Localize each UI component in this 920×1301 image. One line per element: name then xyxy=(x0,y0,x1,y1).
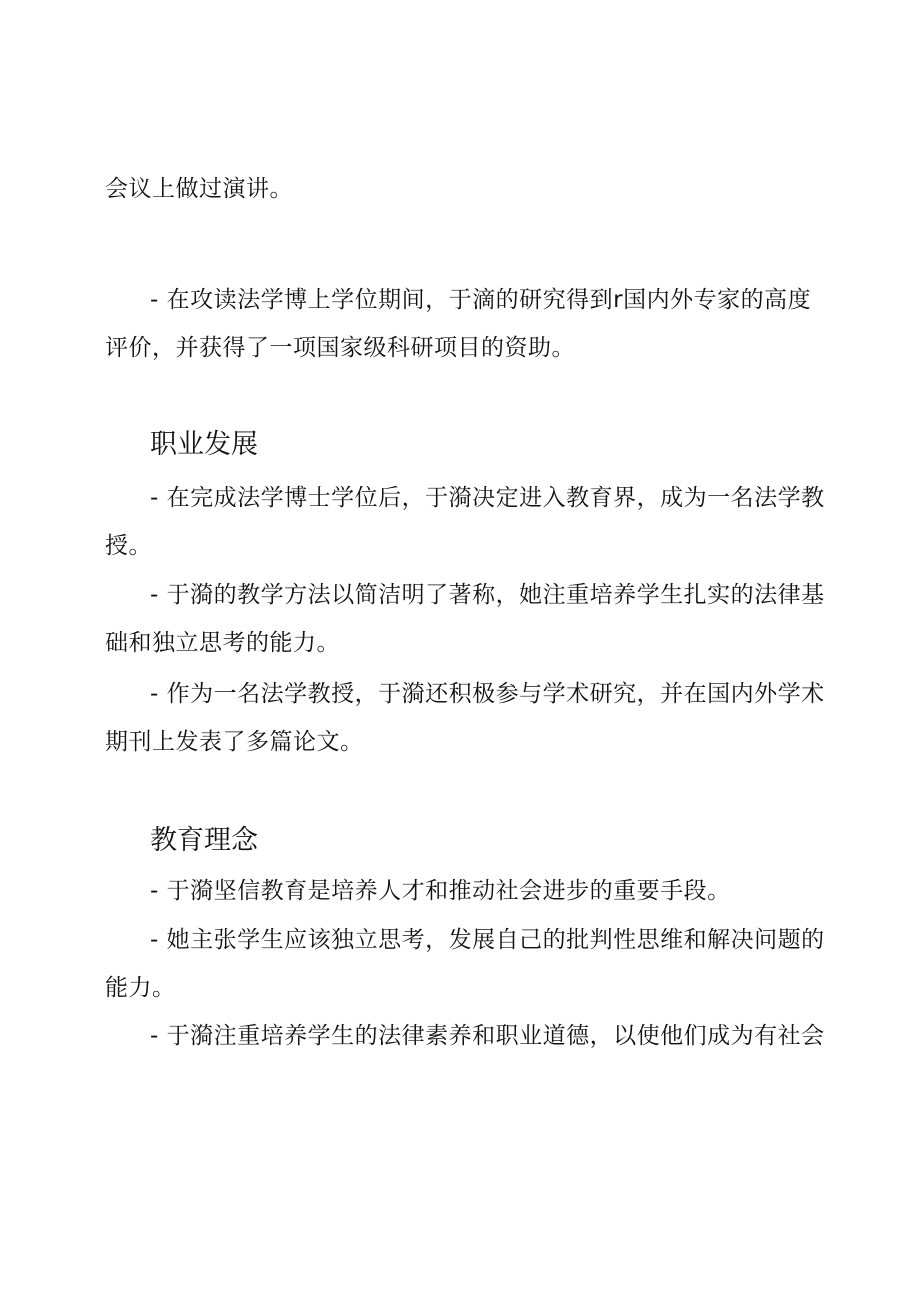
paragraph-line: 评价，并获得了一项国家级科研项目的资助。 xyxy=(105,335,575,361)
paragraph-line: - 于漪的教学方法以简洁明了著称，她注重培养学生扎实的法律基 xyxy=(150,582,825,608)
paragraph-line: - 在攻读法学博上学位期间，于滴的研究得到r国内外专家的高度 xyxy=(150,287,812,313)
paragraph-line: 授。 xyxy=(105,533,152,559)
paragraph-line: 期刊上发表了多篇论文。 xyxy=(105,729,364,755)
paragraph-line: - 作为一名法学教授，于漪还积极参与学术研究，并在国内外学术 xyxy=(150,681,825,707)
paragraph-line: - 于漪坚信教育是培养人才和推动社会进步的重要手段。 xyxy=(150,878,731,904)
paragraph-line: 础和独立思考的能力。 xyxy=(105,630,340,656)
section-heading-career: 职业发展 xyxy=(150,429,258,460)
paragraph-line: - 于漪注重培养学生的法律素养和职业道德，以使他们成为有社会 xyxy=(150,1023,825,1049)
section-heading-philosophy: 教育理念 xyxy=(150,825,258,856)
paragraph-line: - 在完成法学博士学位后，于漪决定进入教育界，成为一名法学教 xyxy=(150,485,825,511)
paragraph-line: 会议上做过演讲。 xyxy=(105,176,293,202)
paragraph-line: - 她主张学生应该独立思考，发展自己的批判性思维和解决问题的 xyxy=(150,927,825,953)
paragraph-line: 能力。 xyxy=(105,975,176,1001)
